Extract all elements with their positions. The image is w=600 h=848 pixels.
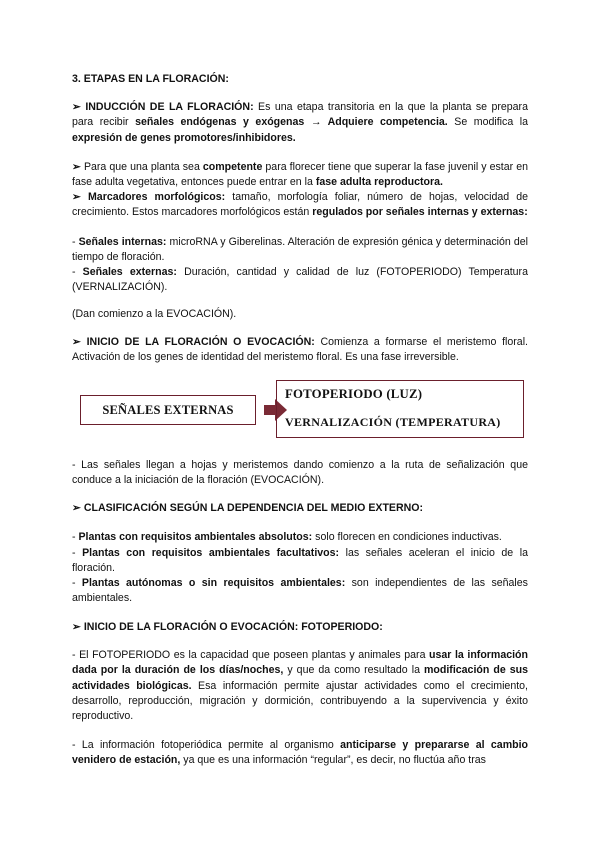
competente-text-2: para florecer tiene que superar la fase juvenil y estar en fase adulta vegetativa, entonces puede entrar en la <box>72 161 528 189</box>
paragraph-fotoperiodo-1 <box>72 648 528 724</box>
paragraph-senales-internas <box>72 235 528 266</box>
competente-bold-2: fase adulta reproductora. <box>315 176 443 189</box>
fotoperiodo-p1-bold-1: usar la información dada por la duración de los días/noches, <box>72 649 528 677</box>
paragraph-marcadores <box>72 190 528 221</box>
competente-bold-1: competente <box>202 161 263 173</box>
diagram-right-line-1: FOTOPERIODO (LUZ) <box>285 387 423 401</box>
marcadores-bold: regulados por señales internas y externas: <box>312 206 528 219</box>
section-title: 3. ETAPAS EN LA FLORACIÓN: <box>72 73 229 85</box>
paragraph-inicio-evocacion <box>72 335 528 366</box>
internas-title: Señales internas: <box>78 236 167 248</box>
arrowhead-bullet-icon: ➢ <box>72 191 81 203</box>
arrowhead-bullet-icon: ➢ <box>72 101 81 113</box>
list-item-absolutos <box>72 530 528 545</box>
heading-fotoperiodo <box>72 620 528 635</box>
paragraph-dan-comienzo: (Dan comienzo a la EVOCACIÓN). <box>72 308 237 320</box>
list-dash: - <box>72 547 83 559</box>
facultativos-text: las señales aceleran el inicio de la floración. <box>72 547 528 575</box>
paragraph-competente <box>72 160 528 191</box>
internas-dash: - <box>72 236 79 248</box>
marcadores-text: tamaño, morfología foliar, número de hojas, velocidad de crecimiento. Estos marcadores morfológicos están <box>72 191 528 219</box>
paragraph-senales-llegan: - Las señales llegan a hojas y meristemos dando comienzo a la ruta de señalización que conduce a la iniciación de la floración (EVOCACIÓN). <box>72 459 528 487</box>
diagram-right-line-2: VERNALIZACIÓN (TEMPERATURA) <box>285 415 501 429</box>
list-item-facultativos <box>72 546 528 577</box>
fotoperiodo-p1-text-1: - El FOTOPERIODO es la capacidad que poseen plantas y animales para <box>72 649 430 661</box>
externas-text: Duración, cantidad y calidad de luz (FOTOPERIODO) Temperatura (VERNALIZACIÓN). <box>72 266 528 294</box>
facultativos-title: Plantas con requisitos ambientales facultativos: <box>82 547 340 559</box>
diagram-box-senales-externas <box>80 395 256 425</box>
fotoperiodo-p1-text-2: y que da como resultado la <box>283 664 424 677</box>
induccion-bold-2: expresión de genes promotores/inhibidores. <box>72 131 296 144</box>
fotoperiodo-p2-text-1: - La información fotoperiódica permite al organismo <box>72 739 341 751</box>
autonomas-title: Plantas autónomas o sin requisitos ambientales: <box>81 577 346 589</box>
absolutos-text: solo florecen en condiciones inductivas. <box>312 531 502 543</box>
arrowhead-bullet-icon: ➢ <box>72 161 81 173</box>
fotoperiodo-p1-bold-2: modificación de sus actividades biológicas. <box>72 664 528 692</box>
heading-clasificacion <box>72 501 528 516</box>
paragraph-fotoperiodo-2 <box>72 738 528 769</box>
marcadores-title: Marcadores morfológicos: <box>87 191 226 203</box>
externas-dash: - <box>72 266 83 278</box>
inicio-text: Comienza a formarse el meristemo floral. Activación de los genes de identidad del meristemo floral. Es una fase irreversible. <box>72 336 528 364</box>
externas-title: Señales externas: <box>82 266 177 278</box>
fotoperiodo-p2-text-2: ya que es una información “regular”, es decir, no fluctúa año tras <box>180 754 486 767</box>
diagram-box-factores <box>276 380 524 438</box>
fotoperiodo-title: INICIO DE LA FLORACIÓN O EVOCACIÓN: FOTOPERIODO: <box>83 621 383 633</box>
list-item-autonomas <box>72 576 528 607</box>
induccion-bold-1: señales endógenas y exógenas → Adquiere competencia. <box>135 116 448 129</box>
fotoperiodo-p1-text-3: Esa información permite ajustar actividades como el crecimiento, desarrollo, reproducción, migración y dormición, contribuyendo a la supervivencia y éxito reproductivo. <box>72 679 528 723</box>
inicio-title: INICIO DE LA FLORACIÓN O EVOCACIÓN: <box>86 336 315 348</box>
induccion-title: INDUCCIÓN DE LA FLORACIÓN: <box>85 101 254 113</box>
list-dash: - <box>72 577 82 589</box>
induccion-text-1: Es una etapa transitoria en la que la planta se prepara para recibir <box>72 101 528 129</box>
arrowhead-bullet-icon: ➢ <box>72 336 81 348</box>
arrowhead-bullet-icon: ➢ <box>72 502 81 514</box>
paragraph-senales-externas <box>72 265 528 296</box>
arrowhead-bullet-icon: ➢ <box>72 621 81 633</box>
induccion-text-2: Se modifica la <box>447 116 528 129</box>
list-dash: - <box>72 531 79 543</box>
competente-text-1: Para que una planta sea <box>80 161 203 173</box>
paragraph-induccion <box>72 100 528 146</box>
internas-text: microRNA y Giberelinas. Alteración de expresión génica y determinación del tiempo de floración. <box>72 236 528 264</box>
diagram-left-label: SEÑALES EXTERNAS <box>102 402 234 417</box>
fotoperiodo-p2-bold-1: anticiparse y prepararse al cambio venidero de estación, <box>72 739 528 767</box>
absolutos-title: Plantas con requisitos ambientales absolutos: <box>78 531 313 543</box>
clasificacion-title: CLASIFICACIÓN SEGÚN LA DEPENDENCIA DEL MEDIO EXTERNO: <box>83 502 424 514</box>
autonomas-text: son independientes de las señales ambientales. <box>72 577 528 605</box>
